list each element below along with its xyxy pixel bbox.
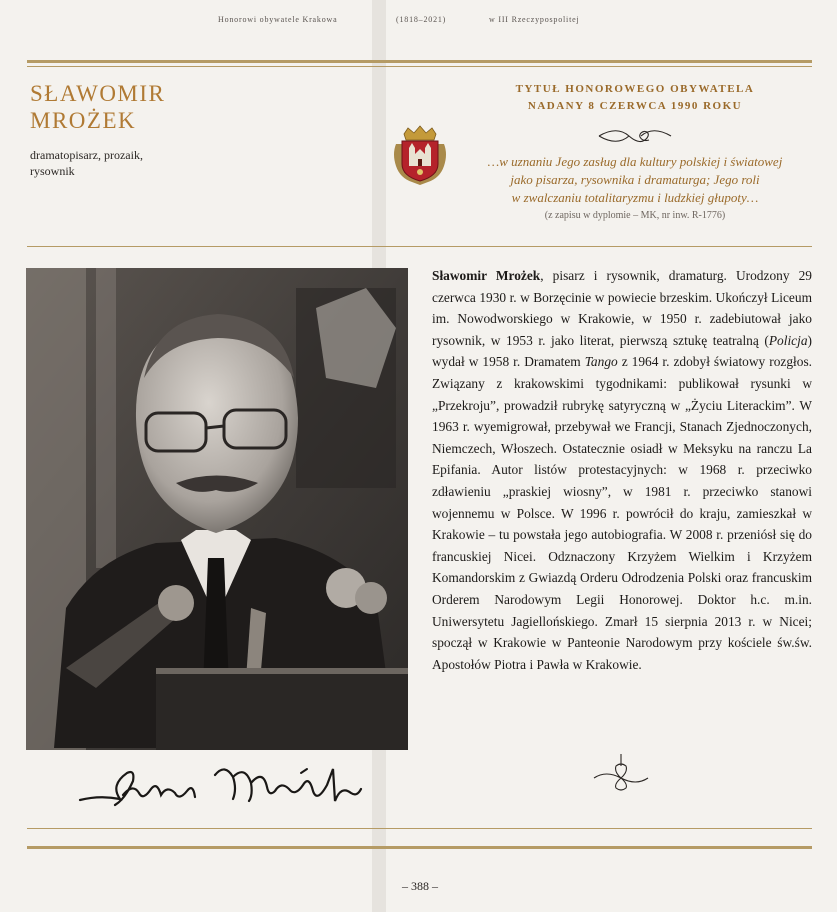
person-name-first: SŁAWOMIR — [30, 81, 166, 106]
krakow-coat-of-arms-icon — [390, 124, 450, 186]
section-rule — [27, 246, 812, 247]
bio-name: Sławomir Mrożek — [432, 268, 541, 283]
bio-play-policja: Policja — [768, 332, 808, 348]
biography-text — [432, 265, 812, 675]
page-number — [372, 879, 468, 894]
bio-part3: z 1964 r. zdobył światowy rozgłos. Związany z krakowskimi tygodnikami: publikował rysunki w „Przekroju”, prowadził rubrykę satyryczną w „Życiu Literackim”. W 1963 r. wyemigrował, przebywał we Francji, Stanach Zjednoczonych, Niemczech, Włoszech. Ostatecznie osiadł w Meksyku na ranczu La Epifania. Autor listów protestacyjnych: w 1968 r. przeciwko zdławieniu „praskiej wiosny”, w 1981 r. przeciwko stanowi wojennemu w Polsce. W 1996 r. powrócił do kraju, zamieszkał w Krakowie – tu powstała jego autobiografia. W 2008 r. przeniósł się do francuskiej Nicei. Odznaczony Krzyżem Wielkim i Krzyżem Komandorskim z Gwiazdą Orderu Odrodzenia Polski oraz francuskim Orderem Narodowym Legii Honorowej. Doktor h.c. m.in. Uniwersytetu Jagiellońskiego. Zmarł 15 sierpnia 2013 r. w Nicei; spoczął w Krakowie w Panteonie Narodowym przy kościele św.św. Apostołów Piotra i Pawła w Krakowie. — [432, 354, 812, 672]
honor-title-line2: NADANY 8 CZERWCA 1990 ROKU — [527, 100, 743, 112]
author-signature — [75, 755, 365, 817]
honor-title-line1: TYTUŁ HONOROWEGO OBYWATELA — [515, 83, 755, 95]
person-name — [30, 80, 165, 134]
bio-play-tango: Tango — [584, 354, 618, 370]
bottom-rule-thin — [27, 828, 812, 829]
bio-part2: ) wydał w 1958 r. Dramatem — [432, 332, 812, 370]
running-header-left: Honorowi obywatele Krakowa — [218, 15, 338, 24]
honor-quote — [470, 153, 800, 207]
person-role — [30, 147, 180, 179]
honor-source: (z zapisu w dyplomie – MK, nr inw. R-1776) — [544, 210, 726, 221]
honor-quote-line1: …w uznaniu Jego zasług dla kultury polskiej i światowej — [487, 154, 783, 169]
portrait-image — [26, 268, 408, 750]
end-ornament-icon — [592, 752, 650, 792]
person-role-line1: dramatopisarz, prozaik, — [30, 148, 143, 162]
bottom-rule — [27, 846, 812, 849]
person-role-line2: rysownik — [30, 164, 75, 178]
honor-quote-line3: w zwalczaniu totalitaryzmu i ludzkiej głupoty… — [511, 190, 759, 205]
page-number-text: – 388 – — [402, 879, 438, 893]
person-name-last: MROŻEK — [30, 108, 137, 133]
running-header — [0, 15, 837, 29]
running-header-center: (1818–2021) — [396, 15, 447, 24]
honor-quote-line2: jako pisarza, rysownika i dramaturga; Jego roli — [510, 172, 760, 187]
top-rule — [27, 60, 812, 63]
flourish-ornament-icon — [597, 125, 673, 147]
honorary-title-block — [470, 81, 800, 221]
running-header-right: w III Rzeczypospolitej — [489, 15, 580, 24]
bio-part1: , pisarz i rysownik, dramaturg. Urodzony 29 czerwca 1930 r. w Borzęcinie w powiecie brzeskim. Ukończył Liceum im. Nowodworskiego w Krakowie, w 1950 r. zadebiutował jako rysownik, w 1953 r. jako literat, pierwszą sztukę teatralną ( — [432, 268, 812, 348]
top-rule-thin — [27, 66, 812, 67]
portrait-photo — [26, 268, 408, 750]
